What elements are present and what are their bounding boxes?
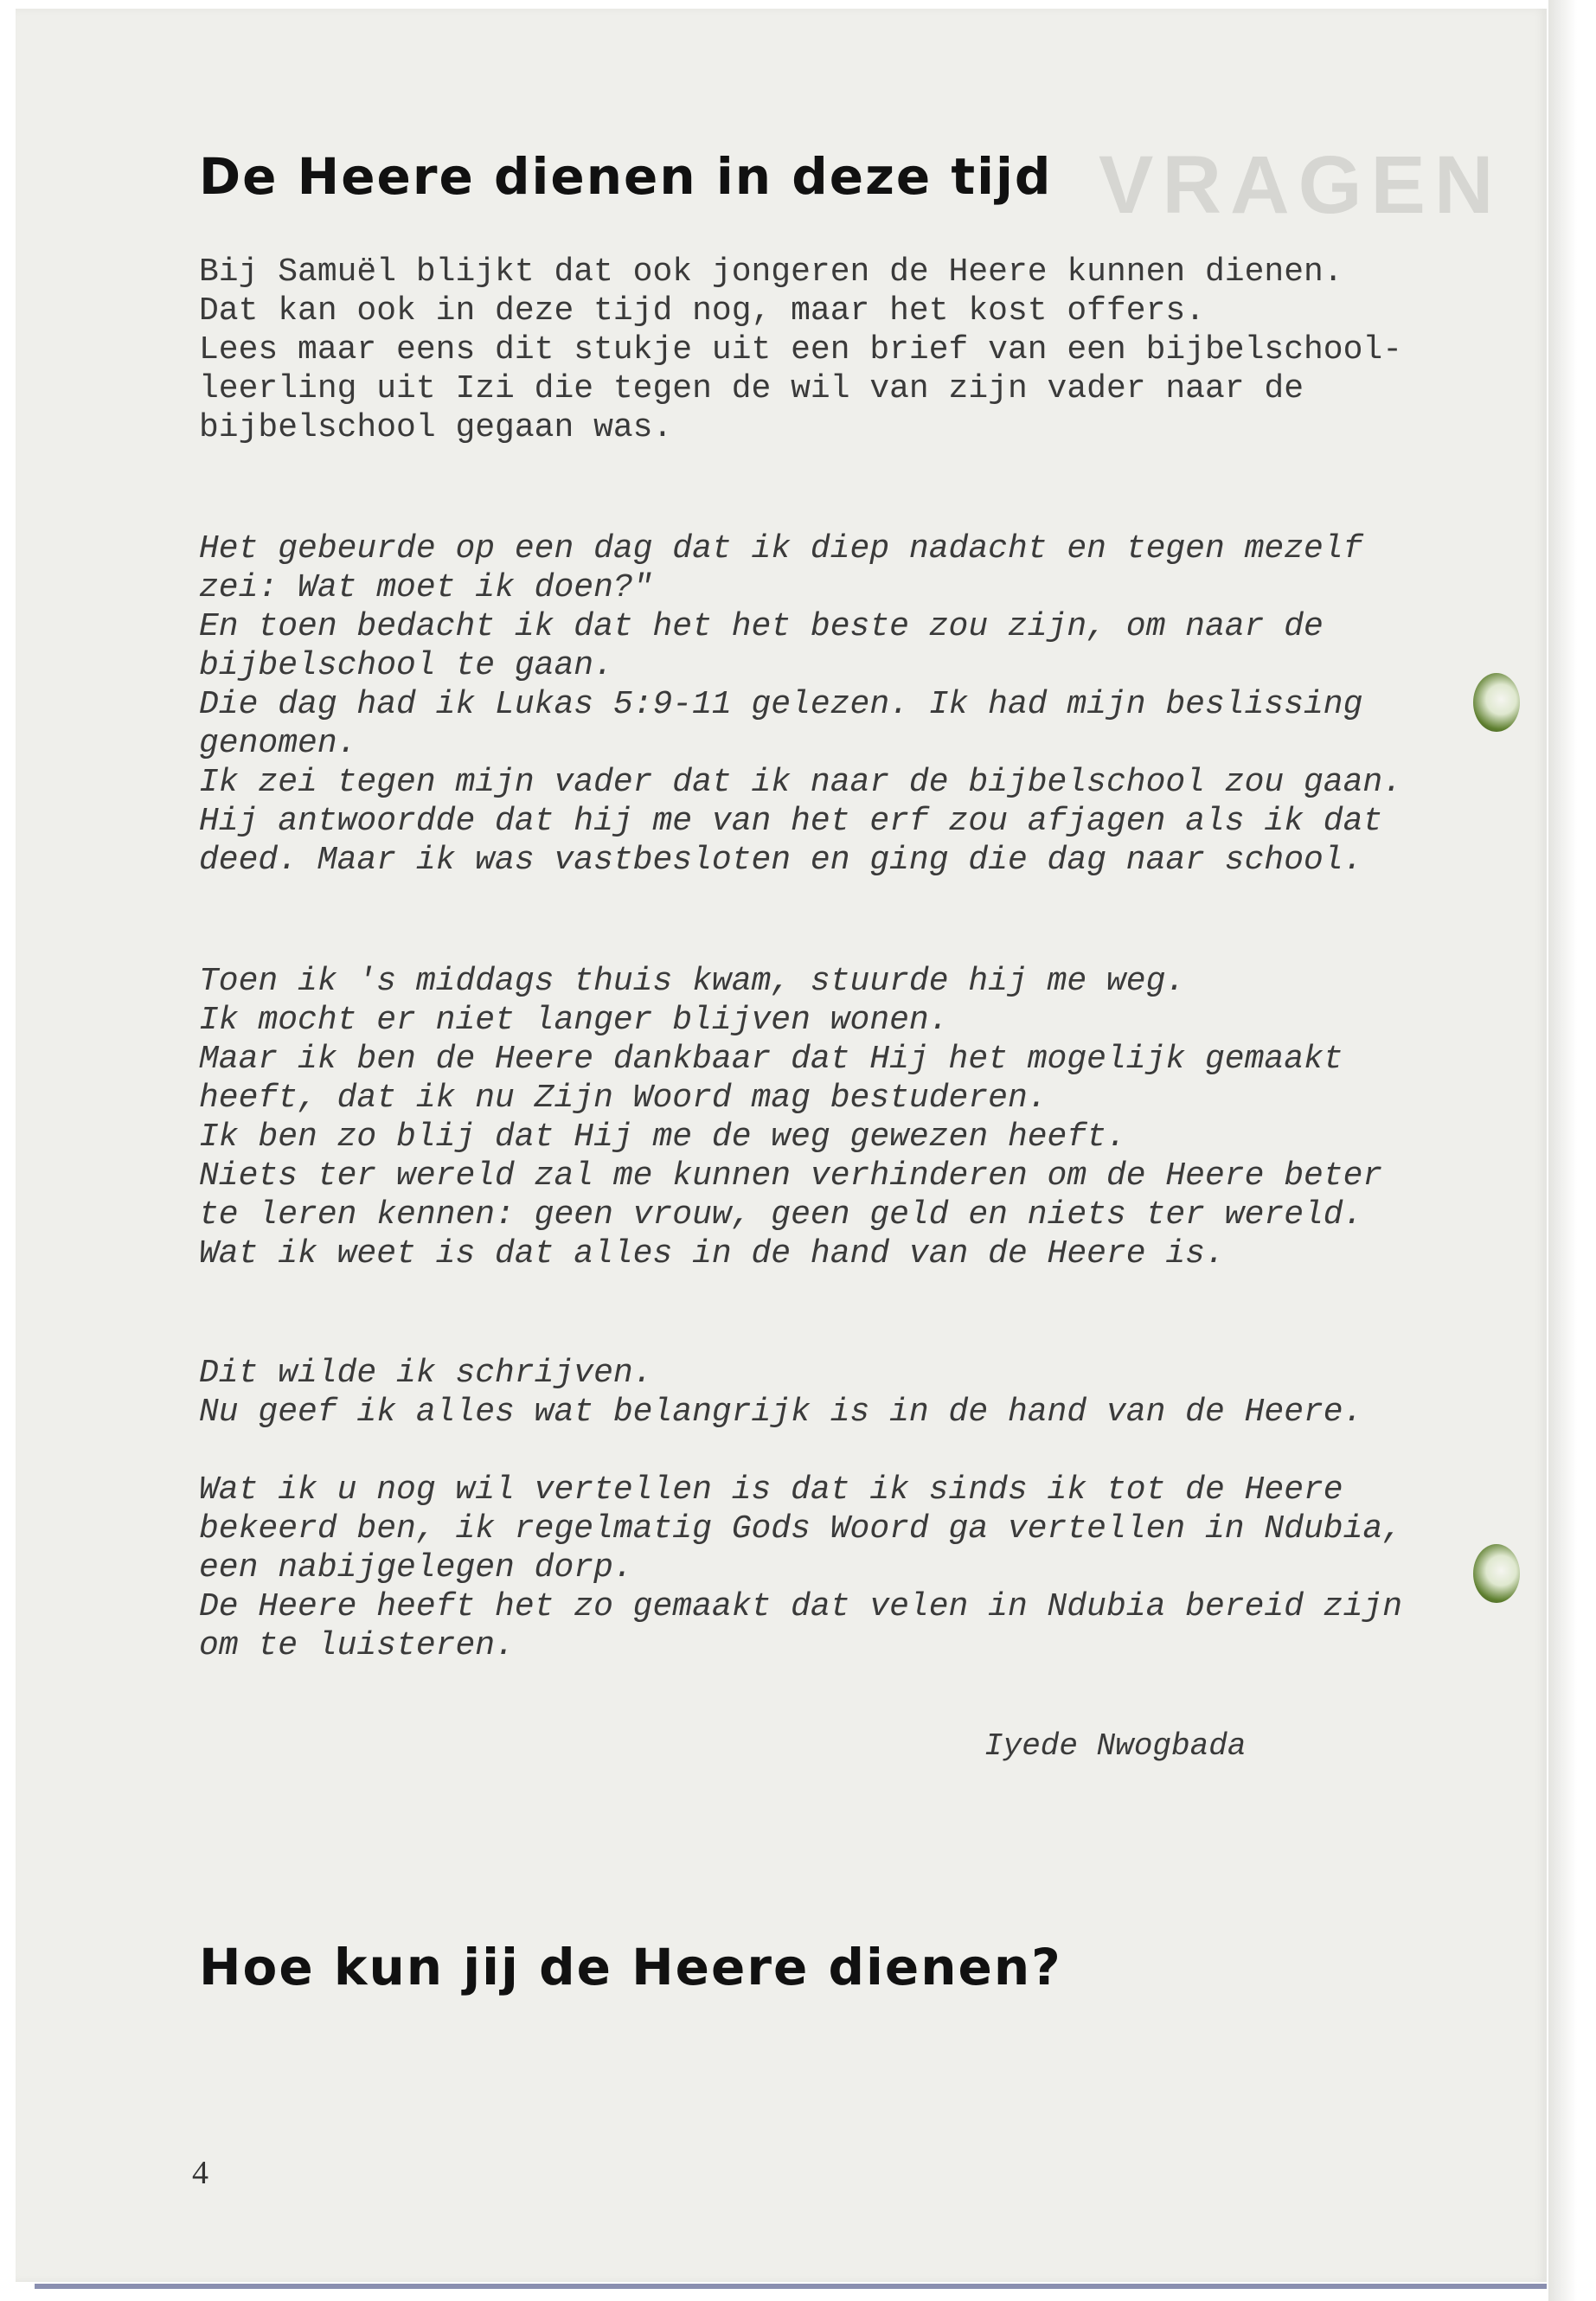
letter-line: Ik zei tegen mijn vader dat ik naar de bijbelschool zou gaan. bbox=[199, 764, 1403, 801]
letter-line: Ik mocht er niet langer blijven wonen. bbox=[199, 1002, 949, 1039]
letter-line: Die dag had ik Lukas 5:9-11 gelezen. Ik had mijn beslissing bbox=[199, 686, 1363, 723]
page-title: De Heere dienen in deze tijd bbox=[199, 147, 1053, 206]
letter-line: En toen bedacht ik dat het het beste zou zijn, om naar de bbox=[199, 608, 1324, 645]
intro-line: Dat kan ook in deze tijd nog, maar het kost offers. bbox=[199, 292, 1205, 330]
letter-signature: Iyede Nwogbada bbox=[984, 1728, 1247, 1764]
bleed-through-text: VRAGEN bbox=[1099, 139, 1503, 231]
letter-line: Ik ben zo blij dat Hij me de weg gewezen heeft. bbox=[199, 1118, 1126, 1156]
binding-strip bbox=[35, 2284, 1547, 2289]
letter-line: Hij antwoordde dat hij me van het erf zou afjagen als ik dat bbox=[199, 803, 1383, 840]
punch-hole-icon bbox=[1473, 673, 1520, 732]
letter-line: Toen ik 's middags thuis kwam, stuurde hij me weg. bbox=[199, 963, 1186, 1000]
letter-paragraph-1 bbox=[199, 529, 1402, 880]
intro-line: Lees maar eens dit stukje uit een brief van een bijbelschool- bbox=[199, 331, 1403, 369]
letter-line: Wat ik weet is dat alles in de hand van de Heere is. bbox=[199, 1235, 1225, 1272]
letter-paragraph-3 bbox=[199, 1354, 1362, 1432]
intro-line: Bij Samuël blijkt dat ook jongeren de Heere kunnen dienen. bbox=[199, 253, 1343, 291]
letter-line: Niets ter wereld zal me kunnen verhinderen om de Heere beter bbox=[199, 1157, 1383, 1195]
letter-line: Nu geef ik alles wat belangrijk is in de hand van de Heere. bbox=[199, 1394, 1363, 1431]
punch-hole-icon bbox=[1473, 1544, 1520, 1603]
letter-line: Wat ik u nog wil vertellen is dat ik sinds ik tot de Heere bbox=[199, 1471, 1343, 1509]
intro-line: bijbelschool gegaan was. bbox=[199, 409, 673, 446]
letter-paragraph-4 bbox=[199, 1471, 1402, 1665]
page-number: 4 bbox=[192, 2155, 208, 2191]
letter-paragraph-2 bbox=[199, 962, 1382, 1273]
intro-paragraph bbox=[199, 253, 1402, 447]
letter-line: heeft, dat ik nu Zijn Woord mag bestuderen. bbox=[199, 1080, 1048, 1117]
section-heading: Hoe kun jij de Heere dienen? bbox=[199, 1938, 1062, 1997]
intro-line: leerling uit Izi die tegen de wil van zijn vader naar de bbox=[199, 370, 1304, 407]
letter-line: om te luisteren. bbox=[199, 1627, 515, 1664]
letter-line: te leren kennen: geen vrouw, geen geld en niets ter wereld. bbox=[199, 1196, 1363, 1234]
letter-line: deed. Maar ik was vastbesloten en ging die dag naar school. bbox=[199, 842, 1363, 879]
letter-line: Dit wilde ik schrijven. bbox=[199, 1355, 653, 1392]
letter-line: genomen. bbox=[199, 725, 357, 762]
letter-line: De Heere heeft het zo gemaakt dat velen in Ndubia bereid zijn bbox=[199, 1588, 1403, 1625]
letter-line: een nabijgelegen dorp. bbox=[199, 1549, 633, 1586]
letter-line: Het gebeurde op een dag dat ik diep nadacht en tegen mezelf bbox=[199, 530, 1363, 567]
letter-line: zei: Wat moet ik doen?" bbox=[199, 569, 653, 606]
next-page-edge bbox=[1548, 0, 1596, 2301]
letter-line: bekeerd ben, ik regelmatig Gods Woord ga vertellen in Ndubia, bbox=[199, 1510, 1403, 1548]
letter-line: bijbelschool te gaan. bbox=[199, 647, 613, 684]
letter-line: Maar ik ben de Heere dankbaar dat Hij het mogelijk gemaakt bbox=[199, 1041, 1343, 1078]
